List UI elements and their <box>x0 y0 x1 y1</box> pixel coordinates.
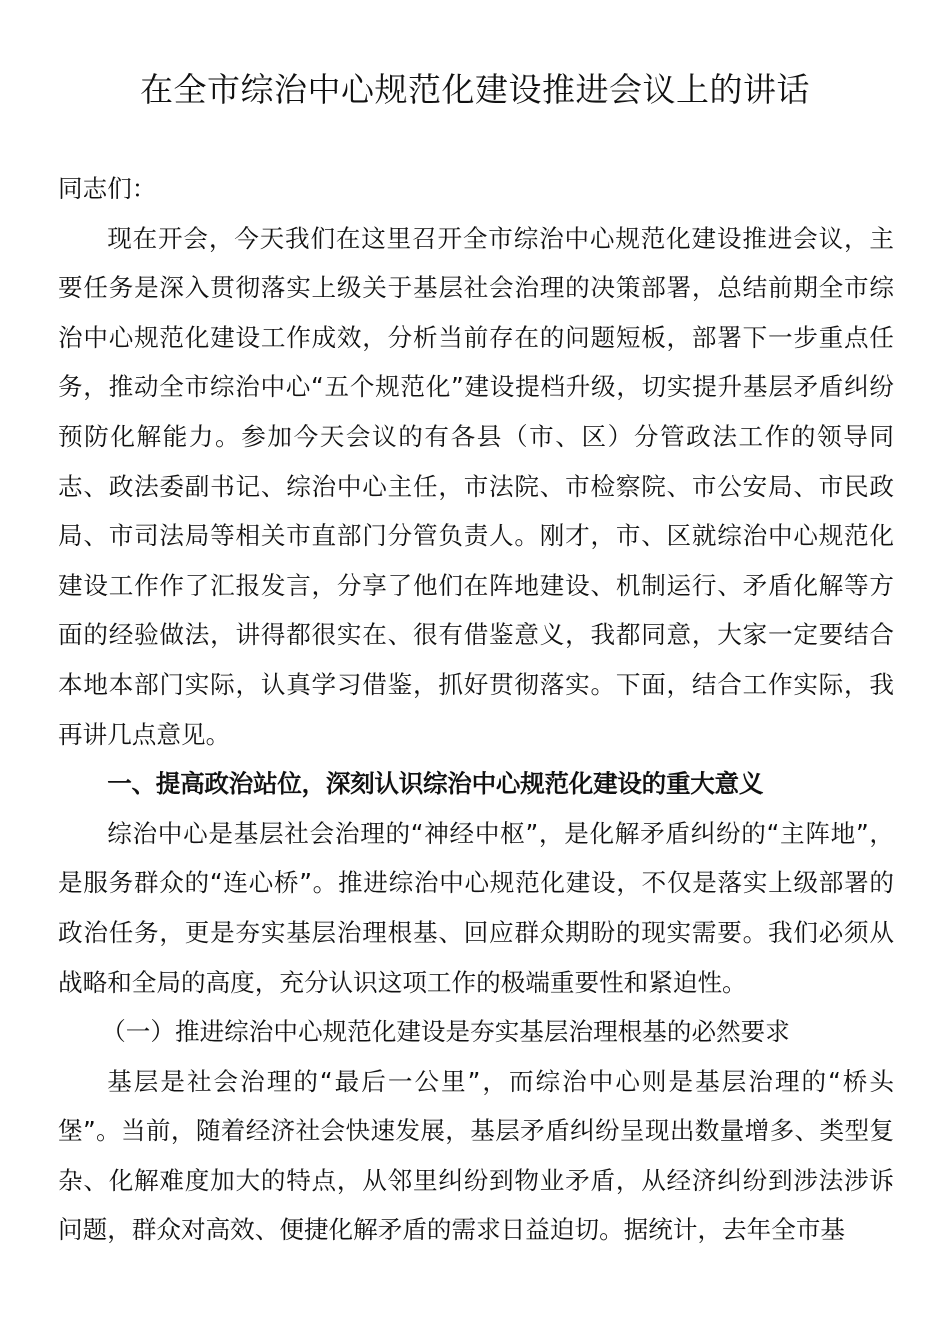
subsection-heading-text: （一）推进综治中心规范化建设是夯实基层治理根基的必然要求 <box>101 1017 790 1047</box>
document-body <box>58 164 894 1255</box>
subsection-heading-1-1 <box>58 1007 894 1057</box>
paragraph-significance: 综治中心是基层社会治理的“神经中枢”，是化解矛盾纠纷的“主阵地”，是服务群众的“连心桥”。推进综治中心规范化建设，不仅是落实上级部署的政治任务，更是夯实基层治理根基、回应群众期盼的现实需要。我们必须从战略和全局的高度，充分认识这项工作的极端重要性和紧迫性。 <box>58 818 894 997</box>
paragraph-grassroots: 基层是社会治理的“最后一公里”，而综治中心则是基层治理的“桥头堡”。当前，随着经济社会快速发展，基层矛盾纠纷呈现出数量增多、类型复杂、化解难度加大的特点，从邻里纠纷到物业矛盾，从经济纠纷到涉法涉诉问题，群众对高效、便捷化解矛盾的需求日益迫切。据统计，去年全市基 <box>58 1066 894 1245</box>
section-heading-1: 一、提高政治站位，深刻认识综治中心规范化建设的重大意义 <box>107 769 764 799</box>
document-title: 在全市综治中心规范化建设推进会议上的讲话 <box>140 70 810 109</box>
salutation: 同志们： <box>58 174 157 203</box>
paragraph-opening: 现在开会，今天我们在这里召开全市综治中心规范化建设推进会议，主要任务是深入贯彻落实上级关于基层社会治理的决策部署，总结前期全市综治中心规范化建设工作成效，分析当前存在的问题短板，部署下一步重点任务，推动全市综治中心“五个规范化”建设提档升级，切实提升基层矛盾纠纷预防化解能力。参加今天会议的有各县（市、区）分管政法工作的领导同志、政法委副书记、综治中心主任，市法院、市检察院、市公安局、市民政局、市司法局等相关市直部门分管负责人。刚才，市、区就综治中心规范化建设工作作了汇报发言，分享了他们在阵地建设、机制运行、矛盾化解等方面的经验做法，讲得都很实在、很有借鉴意义，我都同意，大家一定要结合本地本部门实际，认真学习借鉴，抓好贯彻落实。下面，结合工作实际，我再讲几点意见。 <box>58 223 894 749</box>
